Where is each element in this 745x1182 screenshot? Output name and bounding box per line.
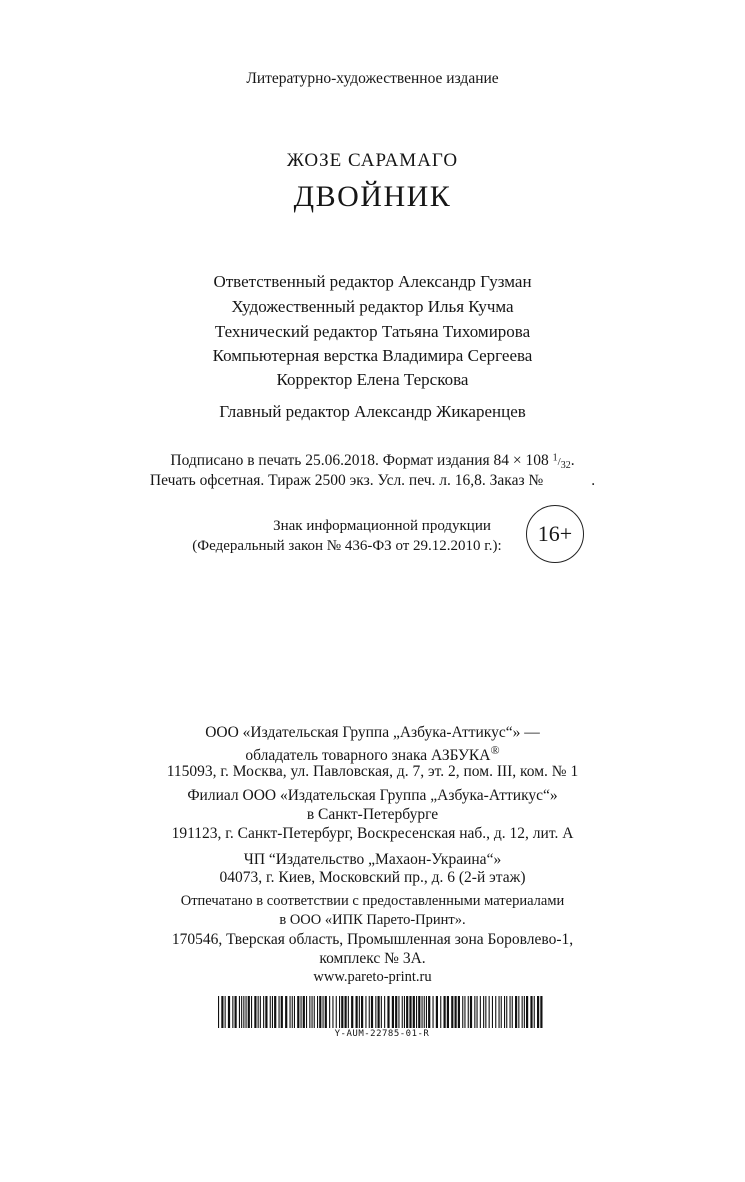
publisher-main-line-1: ООО «Издательская Группа „Азбука-Аттикус“» —	[205, 724, 540, 741]
publisher-branch-line-2: в Санкт-Петербурге	[306, 806, 439, 823]
publisher-ukraine-name: ЧП “Издательство „Махаон-Украина“»	[243, 851, 502, 868]
credit-technical-editor: Технический редактор Татьяна Тихомирова	[214, 322, 531, 341]
format-denominator: 32	[560, 460, 571, 472]
print-info-line-1-end: .	[570, 452, 575, 469]
publisher-main-address: 115093, г. Москва, ул. Павловская, д. 7, эт. 2, пом. III, ком. № 1	[166, 763, 579, 780]
printer-line-2: в ООО «ИПК Парето-Принт».	[279, 912, 466, 928]
printer-line-1: Отпечатано в соответствии с предоставленными материалами	[180, 893, 565, 909]
age-sign-law: (Федеральный закон № 436-ФЗ от 29.12.2010 г.):	[192, 538, 502, 554]
age-rating-badge	[526, 505, 584, 563]
publisher-trademark-text: обладатель товарного знака АЗБУКА	[245, 747, 491, 765]
format-fraction: $^1/_{32}$	[552, 452, 571, 472]
publisher-ukraine-address: 04073, г. Киев, Московский пр., д. 6 (2-й этаж)	[219, 869, 526, 886]
barcode-bars	[218, 996, 546, 1028]
credit-layout: Компьютерная верстка Владимира Сергеева	[212, 346, 533, 365]
barcode-number: Y-AUM-22785-01-R	[334, 1029, 430, 1039]
age-rating-value: 16+	[537, 521, 573, 546]
print-info-signed: Подписано в печать 25.06.2018. Формат издания 84 × 108	[170, 452, 549, 469]
book-title: ДВОЙНИК	[293, 180, 452, 213]
book-author: ЖОЗЕ САРАМАГО	[286, 150, 459, 171]
print-info-line-1	[0, 452, 745, 471]
credit-proofreader: Корректор Елена Терскова	[276, 370, 469, 389]
print-info-circulation: Печать офсетная. Тираж 2500 экз. Усл. печ. л. 16,8. Заказ №	[149, 472, 544, 489]
credit-responsible-editor: Ответственный редактор Александр Гузман	[213, 272, 532, 291]
chief-editor: Главный редактор Александр Жикаренцев	[219, 402, 526, 421]
age-sign-label: Знак информационной продукции	[273, 518, 491, 534]
print-info-line-2-end: .	[591, 472, 596, 489]
edition-type: Литературно-художественное издание	[246, 70, 499, 87]
printer-website: www.pareto-print.ru	[313, 969, 432, 985]
printer-line-3: 170546, Тверская область, Промышленная зона Боровлево-1,	[171, 931, 574, 948]
printer-line-4: комплекс № 3А.	[319, 950, 426, 967]
publisher-branch-line-1: Филиал ООО «Издательская Группа „Азбука-Аттикус“»	[187, 787, 558, 804]
registered-mark: ®	[490, 743, 500, 757]
publisher-branch-address: 191123, г. Санкт-Петербург, Воскресенская наб., д. 12, лит. А	[171, 825, 574, 842]
barcode	[218, 996, 546, 1039]
credit-art-editor: Художественный редактор Илья Кучма	[231, 297, 514, 316]
print-info-line-2	[0, 472, 745, 490]
format-numerator: 1	[552, 452, 558, 464]
publisher-main-line-2	[0, 743, 745, 765]
